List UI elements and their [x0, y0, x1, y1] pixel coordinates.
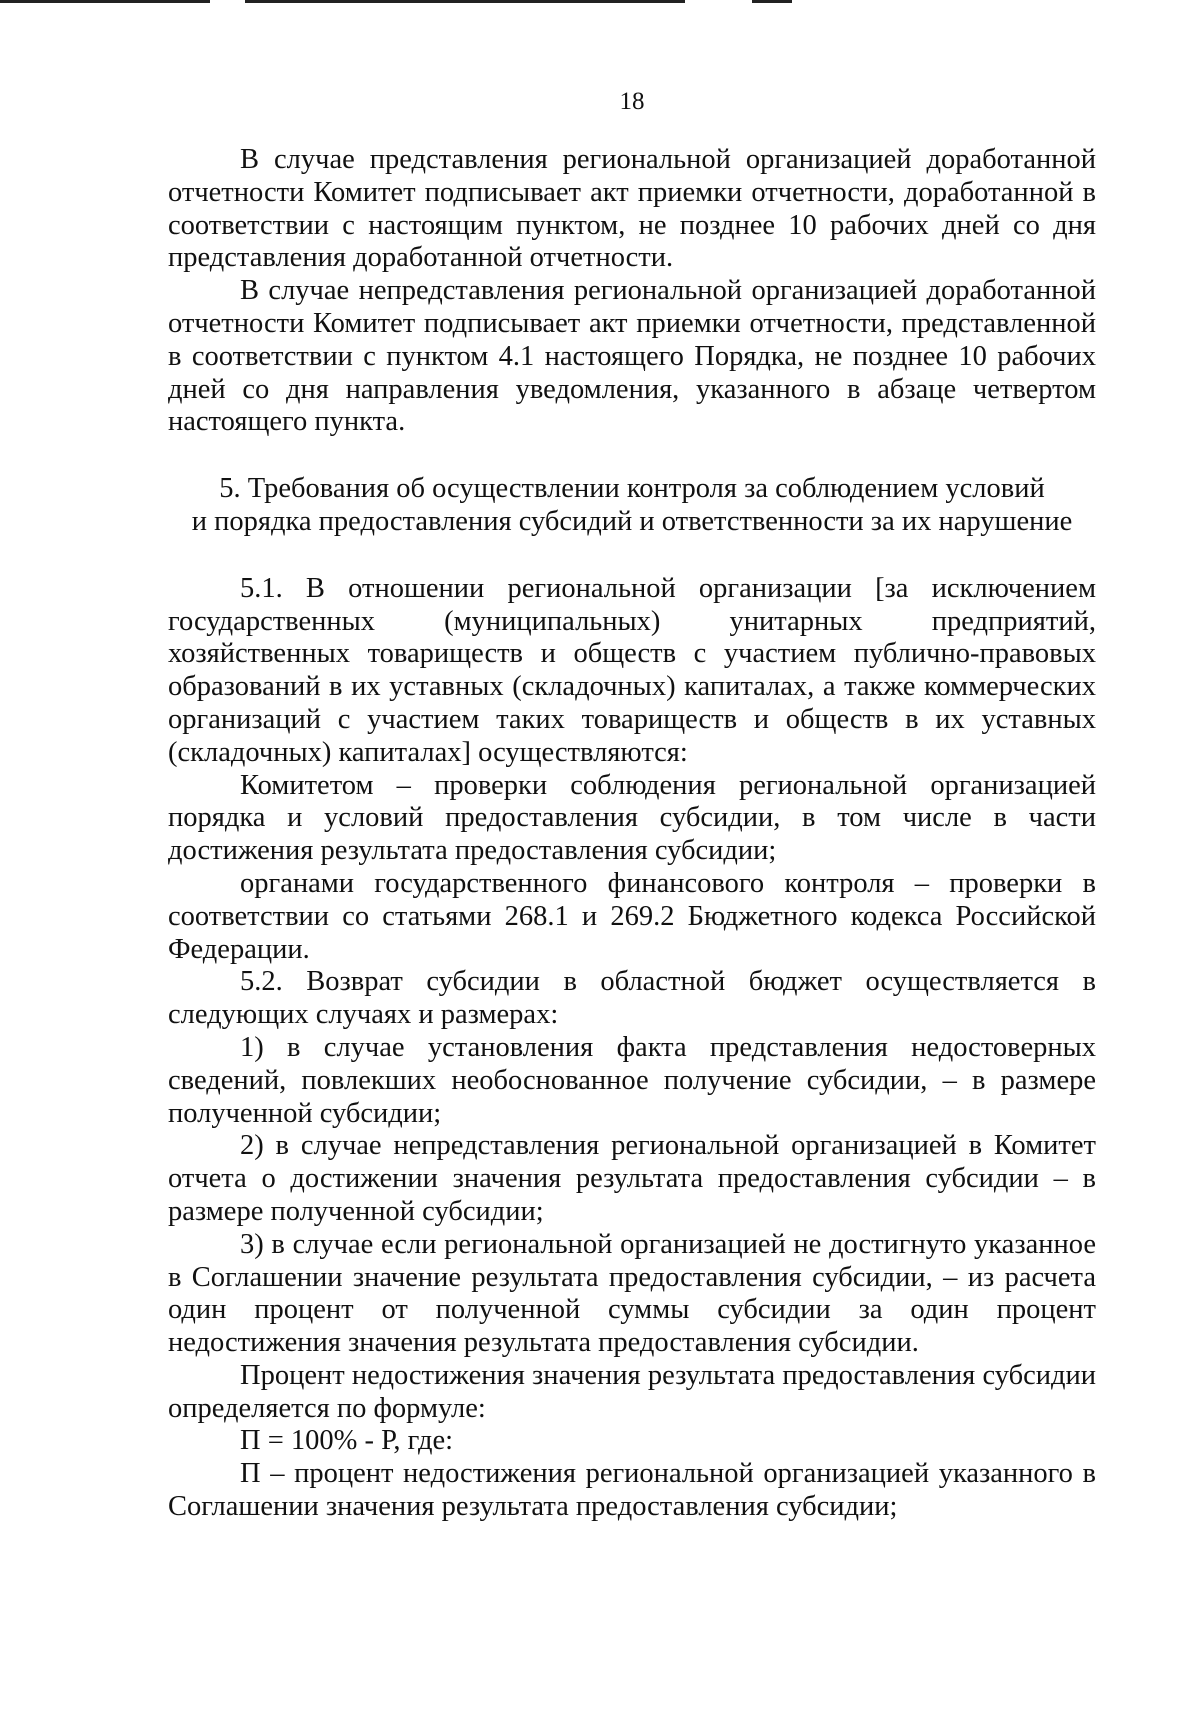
- paragraph-revised-reporting: В случае представления региональной организацией доработанной отчетности Комитет подписывает акт приемки отчетности, доработанной в соответствии с настоящим пунктом, не позднее 10 рабочих дней со дня представления доработанной отчетности.: [168, 144, 1096, 274]
- paragraph-committee-checks: Комитетом – проверки соблюдения региональной организацией порядка и условий предоставления субсидии, в том числе в части достижения результата предоставления субсидии;: [168, 769, 1096, 867]
- paragraph-state-control-checks: органами государственного финансового контроля – проверки в соответствии со статьями 268.1 и 269.2 Бюджетного кодекса Российской Федерации.: [168, 867, 1096, 965]
- page-number: 18: [619, 88, 645, 115]
- paragraph-5-2: 5.2. Возврат субсидии в областной бюджет осуществляется в следующих случаях и размерах:: [168, 966, 1096, 1031]
- paragraph-formula-definition: П – процент недостижения региональной организацией указанного в Соглашении значения результата предоставления субсидии;: [168, 1458, 1096, 1523]
- scan-edge-mark-3: [752, 0, 792, 3]
- paragraph-percent-formula-intro: Процент недостижения значения результата предоставления субсидии определяется по формуле:: [168, 1359, 1096, 1424]
- scan-edge-mark-2: [245, 0, 685, 3]
- formula: П = 100% - Р, где:: [240, 1425, 454, 1457]
- list-item-2: 2) в случае непредставления региональной организацией в Комитет отчета о достижении значения результата предоставления субсидии – в размере полученной субсидии;: [168, 1130, 1096, 1227]
- scan-edge-mark-1: [0, 0, 210, 3]
- section-heading-line-2: и порядка предоставления субсидий и ответственности за их нарушение: [191, 505, 1073, 537]
- list-item-3: 3) в случае если региональной организацией не достигнуто указанное в Соглашении значение результата предоставления субсидии, – из расчета один процент от полученной суммы субсидии за один процент недостижения значения результата предоставления субсидии.: [168, 1228, 1096, 1359]
- paragraph-5-1: 5.1. В отношении региональной организации [за исключением государственных (муниципальных) унитарных предприятий, хозяйственных товариществ и обществ с участием публично-правовых образований в их уставных (складочных) капиталах, а также коммерческих организаций с участием таких товариществ и обществ в их уставных (складочных) капиталах] осуществляются:: [168, 572, 1096, 768]
- paragraph-unrevised-reporting: В случае непредставления региональной организацией доработанной отчетности Комитет подписывает акт приемки отчетности, представленной в соответствии с пунктом 4.1 настоящего Порядка, не позднее 10 рабочих дней со дня направления уведомления, указанного в абзаце четвертом настоящего пункта.: [168, 275, 1096, 438]
- section-heading-line-1: 5. Требования об осуществлении контроля за соблюдением условий: [219, 473, 1045, 505]
- section-heading: [168, 473, 1096, 539]
- document-body: [168, 144, 1096, 1524]
- list-item-1: 1) в случае установления факта представления недостоверных сведений, повлекших необоснованное получение субсидии, – в размере полученной субсидии;: [168, 1031, 1096, 1129]
